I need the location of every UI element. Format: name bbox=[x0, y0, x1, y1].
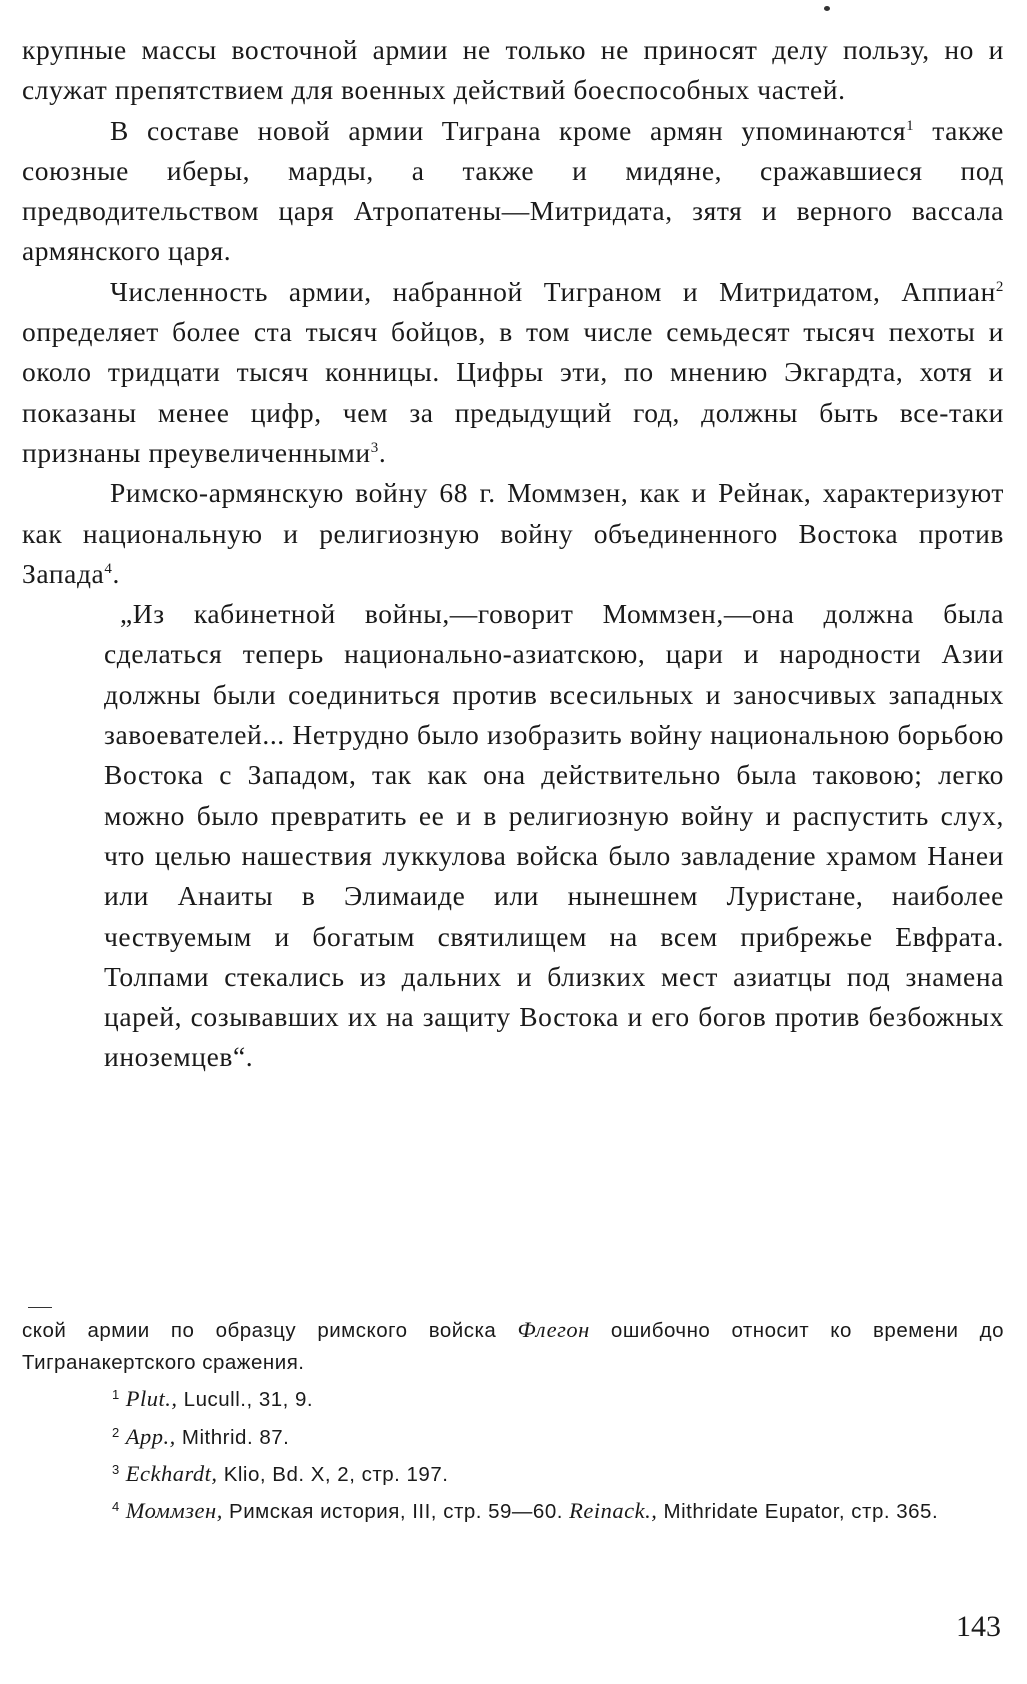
main-text bbox=[22, 30, 1004, 1078]
footnote-2-number: 2 bbox=[112, 1424, 120, 1440]
paragraph-2-text-b: также союзные иберы, марды, а также и мидяне, сражавшиеся под предводительством царя Атропатены—Митридата, зятя и верного вассала армянского царя. bbox=[22, 114, 1004, 267]
footnote-2 bbox=[22, 1417, 1004, 1454]
paragraph-4 bbox=[22, 473, 1004, 594]
footnote-4-number: 4 bbox=[112, 1499, 120, 1515]
footnote-4-author-2: Reinack., bbox=[569, 1498, 658, 1524]
footnote-1-author: Plut., bbox=[125, 1386, 178, 1412]
footnote-4-text-a: Римская история, III, стр. 59—60. bbox=[222, 1500, 570, 1524]
paragraph-1-text: крупные массы восточной армии не только не приносят делу пользу, но и служат препятствием для военных действий боеспособных частей. bbox=[22, 34, 1004, 106]
page-number: 143 bbox=[956, 1610, 1001, 1643]
paragraph-4-text-a: Римско-армянскую войну 68 г. Моммзен, как и Рейнак, характеризуют как национальную и религиозную войну объединенного Востока против Запада bbox=[22, 477, 1004, 589]
footnote-continuation-text-a: ской армии по образцу римского войска bbox=[22, 1319, 518, 1342]
footnote-3-number: 3 bbox=[112, 1461, 120, 1477]
footnote-divider bbox=[28, 1307, 52, 1308]
footnote-ref-3: 3 bbox=[370, 439, 379, 456]
paragraph-3-text-c: . bbox=[378, 436, 387, 468]
print-speck bbox=[824, 6, 830, 11]
footnote-ref-1: 1 bbox=[906, 117, 915, 134]
paragraph-1 bbox=[22, 30, 1004, 111]
footnote-1 bbox=[22, 1379, 1004, 1416]
footnote-continuation-text-b: ошибочно относит ко времени до Тигранакертского сражения. bbox=[22, 1319, 1005, 1375]
paragraph-4-text-b: . bbox=[112, 557, 120, 589]
block-quote bbox=[104, 594, 1004, 1078]
footnote-continuation-author: Флегон bbox=[517, 1317, 590, 1342]
paragraph-3 bbox=[22, 272, 1004, 473]
footnote-continuation bbox=[22, 1314, 1004, 1379]
footnote-2-author: App., bbox=[125, 1423, 176, 1449]
footnote-1-text: Lucull., 31, 9. bbox=[177, 1388, 314, 1412]
footnote-4-author: Моммзен, bbox=[125, 1498, 223, 1524]
footnotes bbox=[22, 1314, 1004, 1528]
footnote-3-text: Klio, Bd. X, 2, стр. 197. bbox=[217, 1462, 449, 1486]
footnote-ref-4: 4 bbox=[104, 560, 113, 577]
footnote-ref-2: 2 bbox=[995, 278, 1004, 295]
footnote-3-author: Eckhardt, bbox=[125, 1460, 218, 1486]
paragraph-3-text-b: определяет более ста тысяч бойцов, в том числе семьдесят тысяч пехоты и около тридцати тысяч конницы. Цифры эти, по мнению Экгардта, хотя и показаны менее цифр, чем за предыдущий год, должны быть все-таки признаны преувеличенными bbox=[22, 316, 1004, 468]
footnote-3 bbox=[22, 1454, 1004, 1491]
footnote-4-text-b: Mithridate Eupator, стр. 365. bbox=[657, 1500, 939, 1524]
footnote-1-number: 1 bbox=[112, 1387, 120, 1403]
block-quote-text: „Из кабинетной войны,—говорит Моммзен,—она должна была сделаться теперь национально-азиатскою, цари и народности Азии должны были соединиться против всесильных и заносчивых западных завоевателей... Нетрудно было изобразить войну национальною борьбою Востока с Западом, так как она действительно была таковою; легко можно было превратить ее и в религиозную войну и распустить слух, что целью нашествия луккулова войска было завладение храмом Нанеи или Анаиты в Элимаиде или нынешнем Луристане, наиболее чествуемым и богатым святилищем на всем прибрежье Евфрата. Толпами стекались из дальних и близких мест азиатцы под знамена царей, созывавших их на защиту Востока и его богов против безбожных иноземцев“. bbox=[104, 598, 1004, 1073]
paragraph-2-text-a: В составе новой армии Тиграна кроме армян упоминаются bbox=[110, 114, 907, 146]
paragraph-2 bbox=[22, 111, 1004, 272]
paragraph-3-text-a: Численность армии, набранной Тиграном и Митридатом, Аппиан bbox=[110, 275, 996, 307]
footnote-2-text: Mithrid. 87. bbox=[175, 1425, 290, 1449]
footnote-4 bbox=[22, 1491, 1004, 1528]
